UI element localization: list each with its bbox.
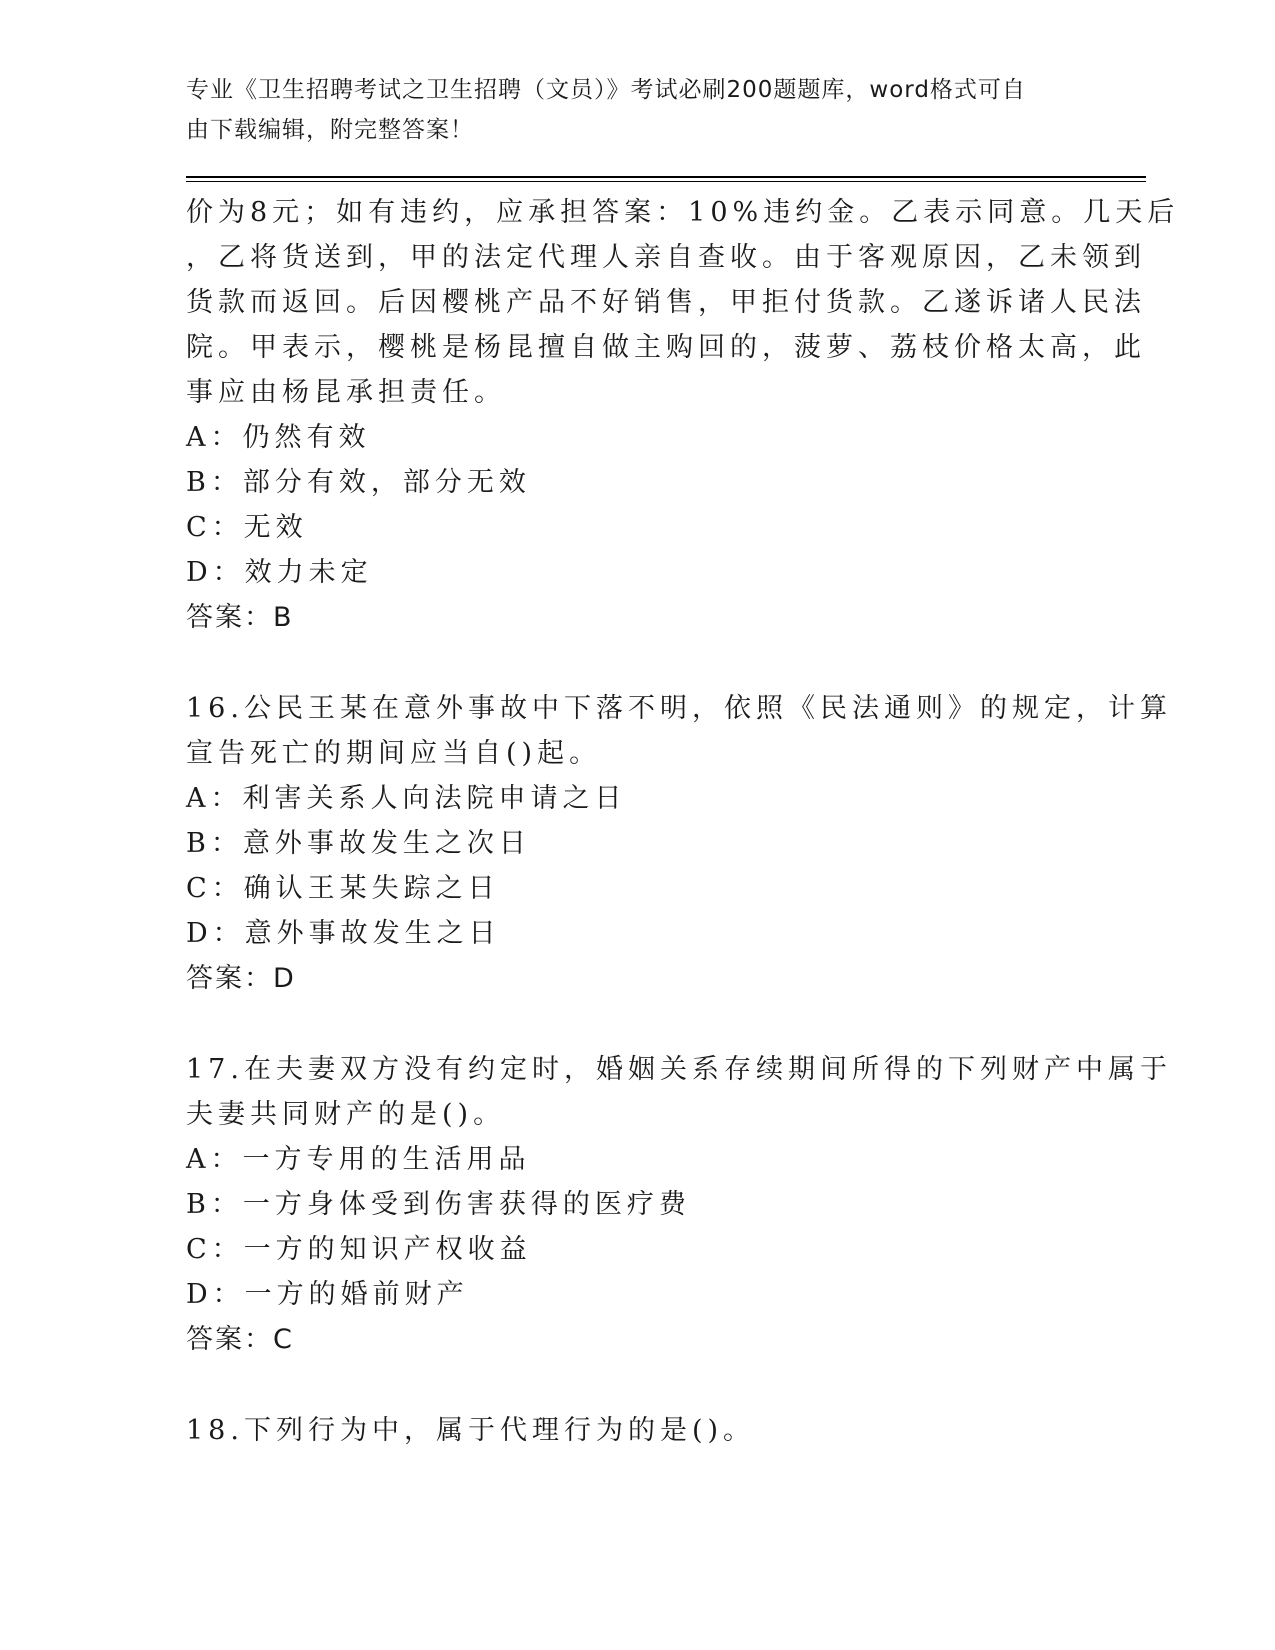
question-text-line: ，乙将货送到，甲的法定代理人亲自查收。由于客观原因，乙未领到 bbox=[186, 242, 1146, 273]
option-a: A：一方专用的生活用品 bbox=[186, 1144, 531, 1175]
option-c: C：一方的知识产权收益 bbox=[186, 1234, 532, 1265]
option-d: D：效力未定 bbox=[186, 557, 373, 588]
question-text-line: 院。甲表示，樱桃是杨昆擅自做主购回的，菠萝、荔枝价格太高，此 bbox=[186, 332, 1146, 363]
header-divider-thin bbox=[186, 181, 1146, 182]
question-spacer bbox=[186, 1001, 1086, 1047]
question-text-line: 17.在夫妻双方没有约定时，婚姻关系存续期间所得的下列财产中属于 bbox=[186, 1054, 1172, 1085]
question-15-continuation bbox=[186, 190, 1180, 640]
question-16 bbox=[186, 686, 1172, 1001]
document-body bbox=[186, 190, 1180, 1453]
question-text-line: 18.下列行为中，属于代理行为的是()。 bbox=[186, 1415, 756, 1446]
question-text-line: 事应由杨昆承担责任。 bbox=[186, 377, 506, 408]
option-b: B：部分有效，部分无效 bbox=[186, 467, 531, 498]
header-line-2: 由下载编辑，附完整答案！ bbox=[186, 117, 474, 143]
header-line-1: 专业《卫生招聘考试之卫生招聘（文员）》考试必刷200题题库，word格式可自 bbox=[186, 77, 1026, 103]
option-b: B：意外事故发生之次日 bbox=[186, 828, 531, 859]
header-divider-thick bbox=[186, 176, 1146, 178]
answer-line: 答案：D bbox=[186, 963, 296, 994]
option-d: D：意外事故发生之日 bbox=[186, 918, 501, 949]
question-text-line: 价为8元；如有违约，应承担答案：10%违约金。乙表示同意。几天后 bbox=[186, 197, 1180, 228]
option-a: A：利害关系人向法院申请之日 bbox=[186, 783, 627, 814]
option-c: C：确认王某失踪之日 bbox=[186, 873, 500, 904]
answer-line: 答案：C bbox=[186, 1324, 294, 1355]
question-spacer bbox=[186, 640, 1086, 686]
option-b: B：一方身体受到伤害获得的医疗费 bbox=[186, 1189, 691, 1220]
question-text-line: 夫妻共同财产的是()。 bbox=[186, 1099, 506, 1130]
question-18 bbox=[186, 1408, 1086, 1453]
question-17 bbox=[186, 1047, 1172, 1362]
question-text-line: 货款而返回。后因樱桃产品不好销售，甲拒付货款。乙遂诉诸人民法 bbox=[186, 287, 1146, 318]
document-header bbox=[186, 70, 1086, 150]
answer-line: 答案：B bbox=[186, 602, 294, 633]
option-c: C：无效 bbox=[186, 512, 308, 543]
question-text-line: 16.公民王某在意外事故中下落不明，依照《民法通则》的规定，计算 bbox=[186, 693, 1172, 724]
question-spacer bbox=[186, 1362, 1086, 1408]
option-a: A：仍然有效 bbox=[186, 422, 371, 453]
question-text-line: 宣告死亡的期间应当自()起。 bbox=[186, 738, 602, 769]
option-d: D：一方的婚前财产 bbox=[186, 1279, 469, 1310]
